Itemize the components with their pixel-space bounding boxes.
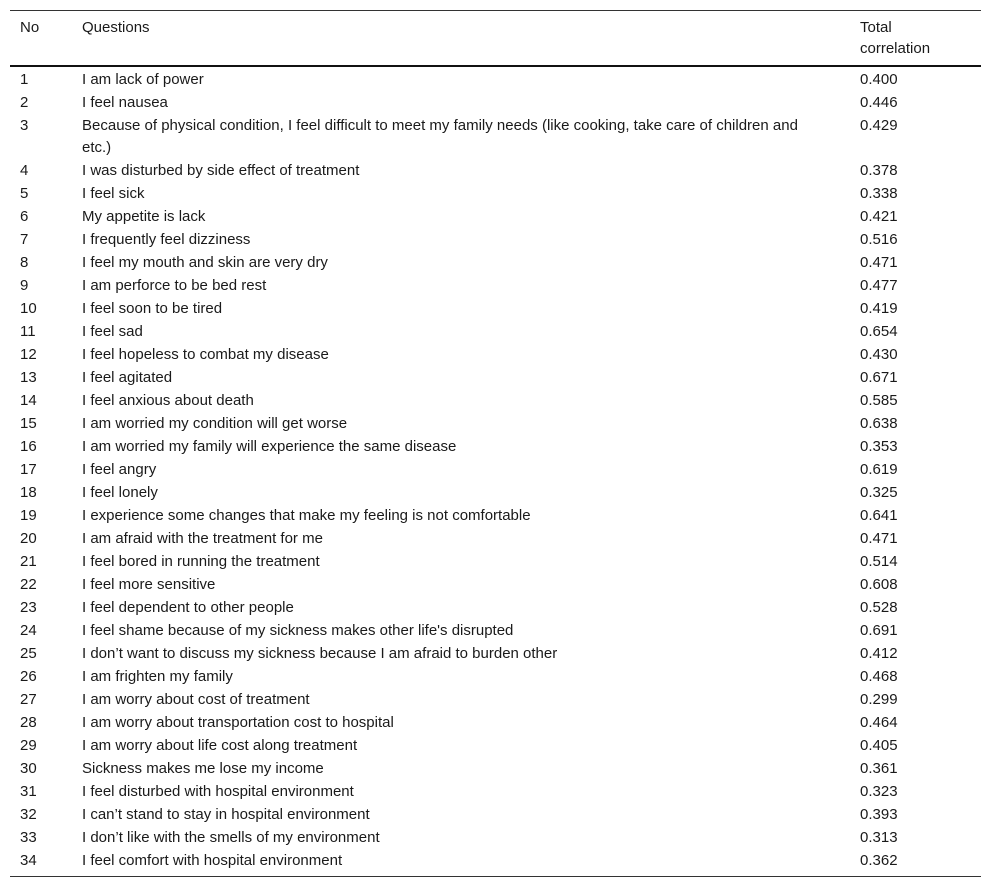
row-number: 8 bbox=[20, 254, 29, 271]
row-correlation: 0.338 bbox=[860, 185, 898, 202]
table-row bbox=[10, 528, 981, 551]
row-question: I experience some changes that make my feeling is not comfortable bbox=[82, 507, 531, 524]
row-number: 13 bbox=[20, 369, 37, 386]
row-question: I feel nausea bbox=[82, 94, 168, 111]
table-row bbox=[10, 850, 981, 877]
row-number: 1 bbox=[20, 71, 29, 88]
table-row bbox=[10, 252, 981, 275]
row-question: I feel angry bbox=[82, 461, 157, 478]
row-correlation: 0.419 bbox=[860, 300, 898, 317]
row-correlation: 0.405 bbox=[860, 737, 898, 754]
row-number: 3 bbox=[20, 117, 29, 134]
row-question: I feel soon to be tired bbox=[82, 300, 223, 317]
row-number: 16 bbox=[20, 438, 37, 455]
row-number: 7 bbox=[20, 231, 29, 248]
row-correlation: 0.313 bbox=[860, 829, 898, 846]
row-question: I am worried my family will experience the same disease bbox=[82, 438, 457, 455]
row-correlation: 0.400 bbox=[860, 71, 898, 88]
table-row bbox=[10, 436, 981, 459]
table-row bbox=[10, 66, 981, 92]
row-number: 21 bbox=[20, 553, 37, 570]
row-correlation: 0.619 bbox=[860, 461, 898, 478]
row-correlation: 0.361 bbox=[860, 760, 898, 777]
table-row bbox=[10, 666, 981, 689]
row-correlation: 0.393 bbox=[860, 806, 898, 823]
row-question: I feel agitated bbox=[82, 369, 173, 386]
table-row bbox=[10, 413, 981, 436]
table-row bbox=[10, 712, 981, 735]
row-question: Sickness makes me lose my income bbox=[82, 760, 324, 777]
row-question: I was disturbed by side effect of treatment bbox=[82, 162, 360, 179]
row-question: I feel more sensitive bbox=[82, 576, 216, 593]
row-number: 11 bbox=[20, 323, 36, 340]
row-number: 20 bbox=[20, 530, 37, 547]
row-correlation: 0.608 bbox=[860, 576, 898, 593]
row-number: 28 bbox=[20, 714, 37, 731]
header-no: No bbox=[20, 19, 40, 36]
table-row bbox=[10, 92, 981, 115]
row-number: 25 bbox=[20, 645, 37, 662]
row-correlation: 0.362 bbox=[860, 852, 898, 869]
row-correlation: 0.325 bbox=[860, 484, 898, 501]
row-number: 34 bbox=[20, 852, 37, 869]
table-body bbox=[10, 66, 981, 877]
header-total-line2: correlation bbox=[860, 40, 931, 57]
row-question: I feel anxious about death bbox=[82, 392, 254, 409]
row-number: 4 bbox=[20, 162, 29, 179]
row-question: I am worry about cost of treatment bbox=[82, 691, 310, 708]
table-row bbox=[10, 367, 981, 390]
row-question: I am worry about life cost along treatment bbox=[82, 737, 358, 754]
row-question: I feel dependent to other people bbox=[82, 599, 294, 616]
row-correlation: 0.299 bbox=[860, 691, 898, 708]
table-row bbox=[10, 804, 981, 827]
table-row bbox=[10, 505, 981, 528]
row-question: I am afraid with the treatment for me bbox=[82, 530, 323, 547]
row-question: I feel lonely bbox=[82, 484, 158, 501]
row-correlation: 0.412 bbox=[860, 645, 898, 662]
row-correlation: 0.430 bbox=[860, 346, 898, 363]
row-number: 12 bbox=[20, 346, 37, 363]
row-question: I feel shame because of my sickness makes other life's disrupted bbox=[82, 622, 514, 639]
row-number: 5 bbox=[20, 185, 29, 202]
row-correlation: 0.671 bbox=[860, 369, 898, 386]
row-question: I feel my mouth and skin are very dry bbox=[82, 254, 328, 271]
row-number: 32 bbox=[20, 806, 37, 823]
row-correlation: 0.378 bbox=[860, 162, 898, 179]
row-correlation: 0.514 bbox=[860, 553, 898, 570]
row-number: 29 bbox=[20, 737, 37, 754]
row-number: 30 bbox=[20, 760, 37, 777]
table-row bbox=[10, 482, 981, 505]
row-correlation: 0.477 bbox=[860, 277, 898, 294]
row-question: I feel bored in running the treatment bbox=[82, 553, 320, 570]
table-row bbox=[10, 551, 981, 574]
table-row bbox=[10, 689, 981, 712]
row-question: I can’t stand to stay in hospital environment bbox=[82, 806, 370, 823]
row-number: 24 bbox=[20, 622, 37, 639]
table-row bbox=[10, 229, 981, 252]
header-total-correlation bbox=[850, 11, 981, 67]
row-question: I am worry about transportation cost to hospital bbox=[82, 714, 394, 731]
table-row bbox=[10, 758, 981, 781]
row-number: 17 bbox=[20, 461, 37, 478]
row-number: 23 bbox=[20, 599, 37, 616]
row-question: I am lack of power bbox=[82, 71, 204, 88]
row-number: 6 bbox=[20, 208, 29, 225]
header-row bbox=[10, 11, 981, 67]
row-correlation: 0.641 bbox=[860, 507, 898, 524]
row-correlation: 0.323 bbox=[860, 783, 898, 800]
table-row bbox=[10, 643, 981, 666]
table-row bbox=[10, 275, 981, 298]
table-row bbox=[10, 298, 981, 321]
table-row bbox=[10, 160, 981, 183]
row-correlation: 0.429 bbox=[860, 117, 898, 134]
row-correlation: 0.638 bbox=[860, 415, 898, 432]
table-row bbox=[10, 183, 981, 206]
row-number: 2 bbox=[20, 94, 29, 111]
table-header bbox=[10, 11, 981, 67]
row-question: I feel sad bbox=[82, 323, 143, 340]
row-question: I am frighten my family bbox=[82, 668, 233, 685]
table-row bbox=[10, 115, 981, 160]
row-correlation: 0.468 bbox=[860, 668, 898, 685]
row-number: 19 bbox=[20, 507, 37, 524]
row-correlation: 0.585 bbox=[860, 392, 898, 409]
row-correlation: 0.446 bbox=[860, 94, 898, 111]
row-question: I am worried my condition will get worse bbox=[82, 415, 348, 432]
row-question: I frequently feel dizziness bbox=[82, 231, 251, 248]
correlation-table-container bbox=[10, 10, 981, 877]
table-row bbox=[10, 781, 981, 804]
row-correlation: 0.421 bbox=[860, 208, 898, 225]
table-row bbox=[10, 344, 981, 367]
row-question: I am perforce to be bed rest bbox=[82, 277, 267, 294]
header-total-line1: Total bbox=[860, 19, 892, 36]
row-question: Because of physical condition, I feel difficult to meet my family needs (like cooking, take care of children and etc.) bbox=[82, 117, 798, 156]
row-number: 27 bbox=[20, 691, 37, 708]
row-correlation: 0.654 bbox=[860, 323, 898, 340]
row-number: 31 bbox=[20, 783, 37, 800]
row-correlation: 0.691 bbox=[860, 622, 898, 639]
row-number: 10 bbox=[20, 300, 37, 317]
row-question: I feel hopeless to combat my disease bbox=[82, 346, 329, 363]
row-correlation: 0.471 bbox=[860, 530, 898, 547]
table-row bbox=[10, 459, 981, 482]
row-number: 33 bbox=[20, 829, 37, 846]
row-question: I don’t like with the smells of my environment bbox=[82, 829, 380, 846]
row-correlation: 0.516 bbox=[860, 231, 898, 248]
row-correlation: 0.464 bbox=[860, 714, 898, 731]
table-row bbox=[10, 597, 981, 620]
row-number: 18 bbox=[20, 484, 37, 501]
row-question: I feel disturbed with hospital environment bbox=[82, 783, 354, 800]
row-correlation: 0.471 bbox=[860, 254, 898, 271]
table-row bbox=[10, 321, 981, 344]
table-row bbox=[10, 827, 981, 850]
row-number: 26 bbox=[20, 668, 37, 685]
table-row bbox=[10, 206, 981, 229]
row-question: My appetite is lack bbox=[82, 208, 206, 225]
row-correlation: 0.353 bbox=[860, 438, 898, 455]
row-correlation: 0.528 bbox=[860, 599, 898, 616]
correlation-table bbox=[10, 10, 981, 877]
row-question: I don’t want to discuss my sickness because I am afraid to burden other bbox=[82, 645, 558, 662]
table-row bbox=[10, 390, 981, 413]
table-row bbox=[10, 735, 981, 758]
row-number: 14 bbox=[20, 392, 37, 409]
row-question: I feel comfort with hospital environment bbox=[82, 852, 343, 869]
row-number: 15 bbox=[20, 415, 37, 432]
row-question: I feel sick bbox=[82, 185, 145, 202]
row-number: 22 bbox=[20, 576, 37, 593]
header-questions: Questions bbox=[82, 19, 150, 36]
table-row bbox=[10, 620, 981, 643]
table-row bbox=[10, 574, 981, 597]
row-number: 9 bbox=[20, 277, 29, 294]
